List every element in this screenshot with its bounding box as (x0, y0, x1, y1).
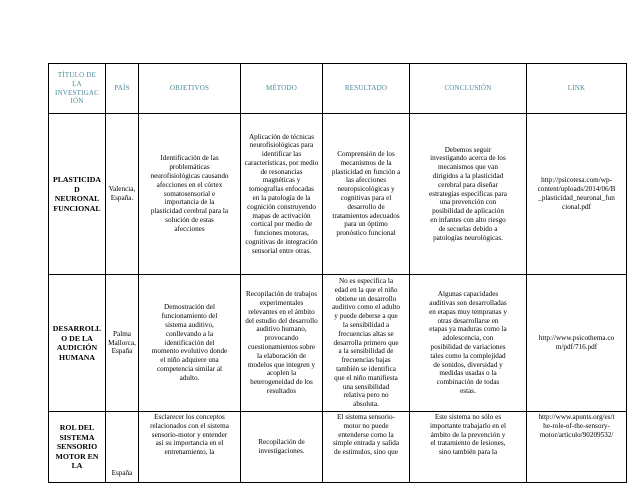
cell-pais: Palma Mallorca, España (106, 275, 139, 412)
cell-resultado: El sistema sensorio- motor no puede entenderse como la simple entrada y salida de estímulos, sino que (323, 412, 410, 483)
header-row (49, 64, 627, 114)
cell-metodo: Aplicación de técnicas neurofisiológicas para identificar las características, por medio de resonancias magnéticas y tomografías enfocadas en la patología de la cognición construyendo mapas de activación cortical por medio de funciones motoras, cognitivas de integración sensorial entre otras. (241, 114, 323, 275)
cell-titulo: ROL DEL SISTEMA SENSORIO MOTOR EN LA (49, 412, 106, 483)
cell-titulo: PLASTICIDA D NEURONAL FUNCIONAL (49, 114, 106, 275)
table-row (49, 114, 627, 275)
header-pais: PAÍS (106, 64, 139, 114)
cell-conclusion: Este sistema no sólo es importante trabajarlo en el ámbito de la prevención y el tratamiento de lesiones, sino también para la (410, 412, 527, 483)
cell-conclusion: Debemos seguir investigando acerca de los mecanismos que van dirigidos a la plasticidad cerebral para diseñar estrategias específicas para una prevención con posibilidad de aplicación en infantes con alto riesgo de secuelas debido a patologías neurológicas. (410, 114, 527, 275)
header-link: LINK (527, 64, 627, 114)
cell-pais: Valencia, España. (106, 114, 139, 275)
cell-conclusion: Algunas capacidades auditivas son desarrolladas en etapas muy tempranas y otras desarrollarse en etapas ya maduras como la adolescencia, con posibilidad de variaciones tales como la complejidad de sonidos, diversidad y medidas usadas o la combinación de todas estas. (410, 275, 527, 412)
header-metodo: MÉTODO (241, 64, 323, 114)
research-table (48, 63, 627, 483)
header-titulo: TÍTULO DE LA INVESTIGAC IÓN (49, 64, 106, 114)
cell-link[interactable]: http://www.psicothema.co m/pdf/716.pdf (527, 275, 627, 412)
table-row (49, 275, 627, 412)
cell-objetivos: Esclarecer los conceptos relacionados con el sistema sensorio-motor y entender así su importancia en el entrenamiento, la (139, 412, 241, 483)
table-row (49, 412, 627, 483)
header-objetivos: OBJETIVOS (139, 64, 241, 114)
header-resultado: RESULTADO (323, 64, 410, 114)
header-conclusion: CONCLUSIÓN (410, 64, 527, 114)
cell-resultado: Comprensión de los mecanismos de la plasticidad en función a las afecciones neuropsicológicas y cognitivas para el desarrollo de tratamientos adecuados para un óptimo pronóstico funcional (323, 114, 410, 275)
cell-metodo: Recopilación de trabajos experimentales relevantes en el ámbito del estudio del desarrollo auditivo humano, provocando cuestionamientos sobre la elaboración de modelos que integren y acoplen la heterogeneidad de los resultados (241, 275, 323, 412)
cell-titulo: DESARROLL O DE LA AUDICIÓN HUMANA (49, 275, 106, 412)
cell-pais: España (106, 412, 139, 483)
cell-objetivos: Demostración del funcionamiento del sistema auditivo, conllevando a la identificación del momento evolutivo donde el niño adquiere una competencia similar al adulto. (139, 275, 241, 412)
cell-objetivos: Identificación de las problemáticas neurofisiológicas causando afecciones en el córtex somatosensorial e importancia de la plasticidad cerebral para la solución de estas afecciones (139, 114, 241, 275)
research-table-container (48, 63, 627, 483)
cell-metodo: Recopilación de investigaciones. (241, 412, 323, 483)
cell-link[interactable]: http://www.apunts.org/es/t he-role-of-the-sensory- motor/articulo/90209532/ (527, 412, 627, 483)
cell-link[interactable]: http://psicotesa.com/wp- content/uploads/2014/06/B _plasticidad_neuronal_fun cional.pdf (527, 114, 627, 275)
cell-resultado: No es específica la edad en la que el niño obtiene un desarrollo auditivo como el adulto y puede deberse a que la sensibilidad a frecuencias altas se desarrolla primero que a la sensibilidad de frecuencias bajas también se identifica que el niño manifiesta una sensibilidad relativa pero no absoluta. (323, 275, 410, 412)
